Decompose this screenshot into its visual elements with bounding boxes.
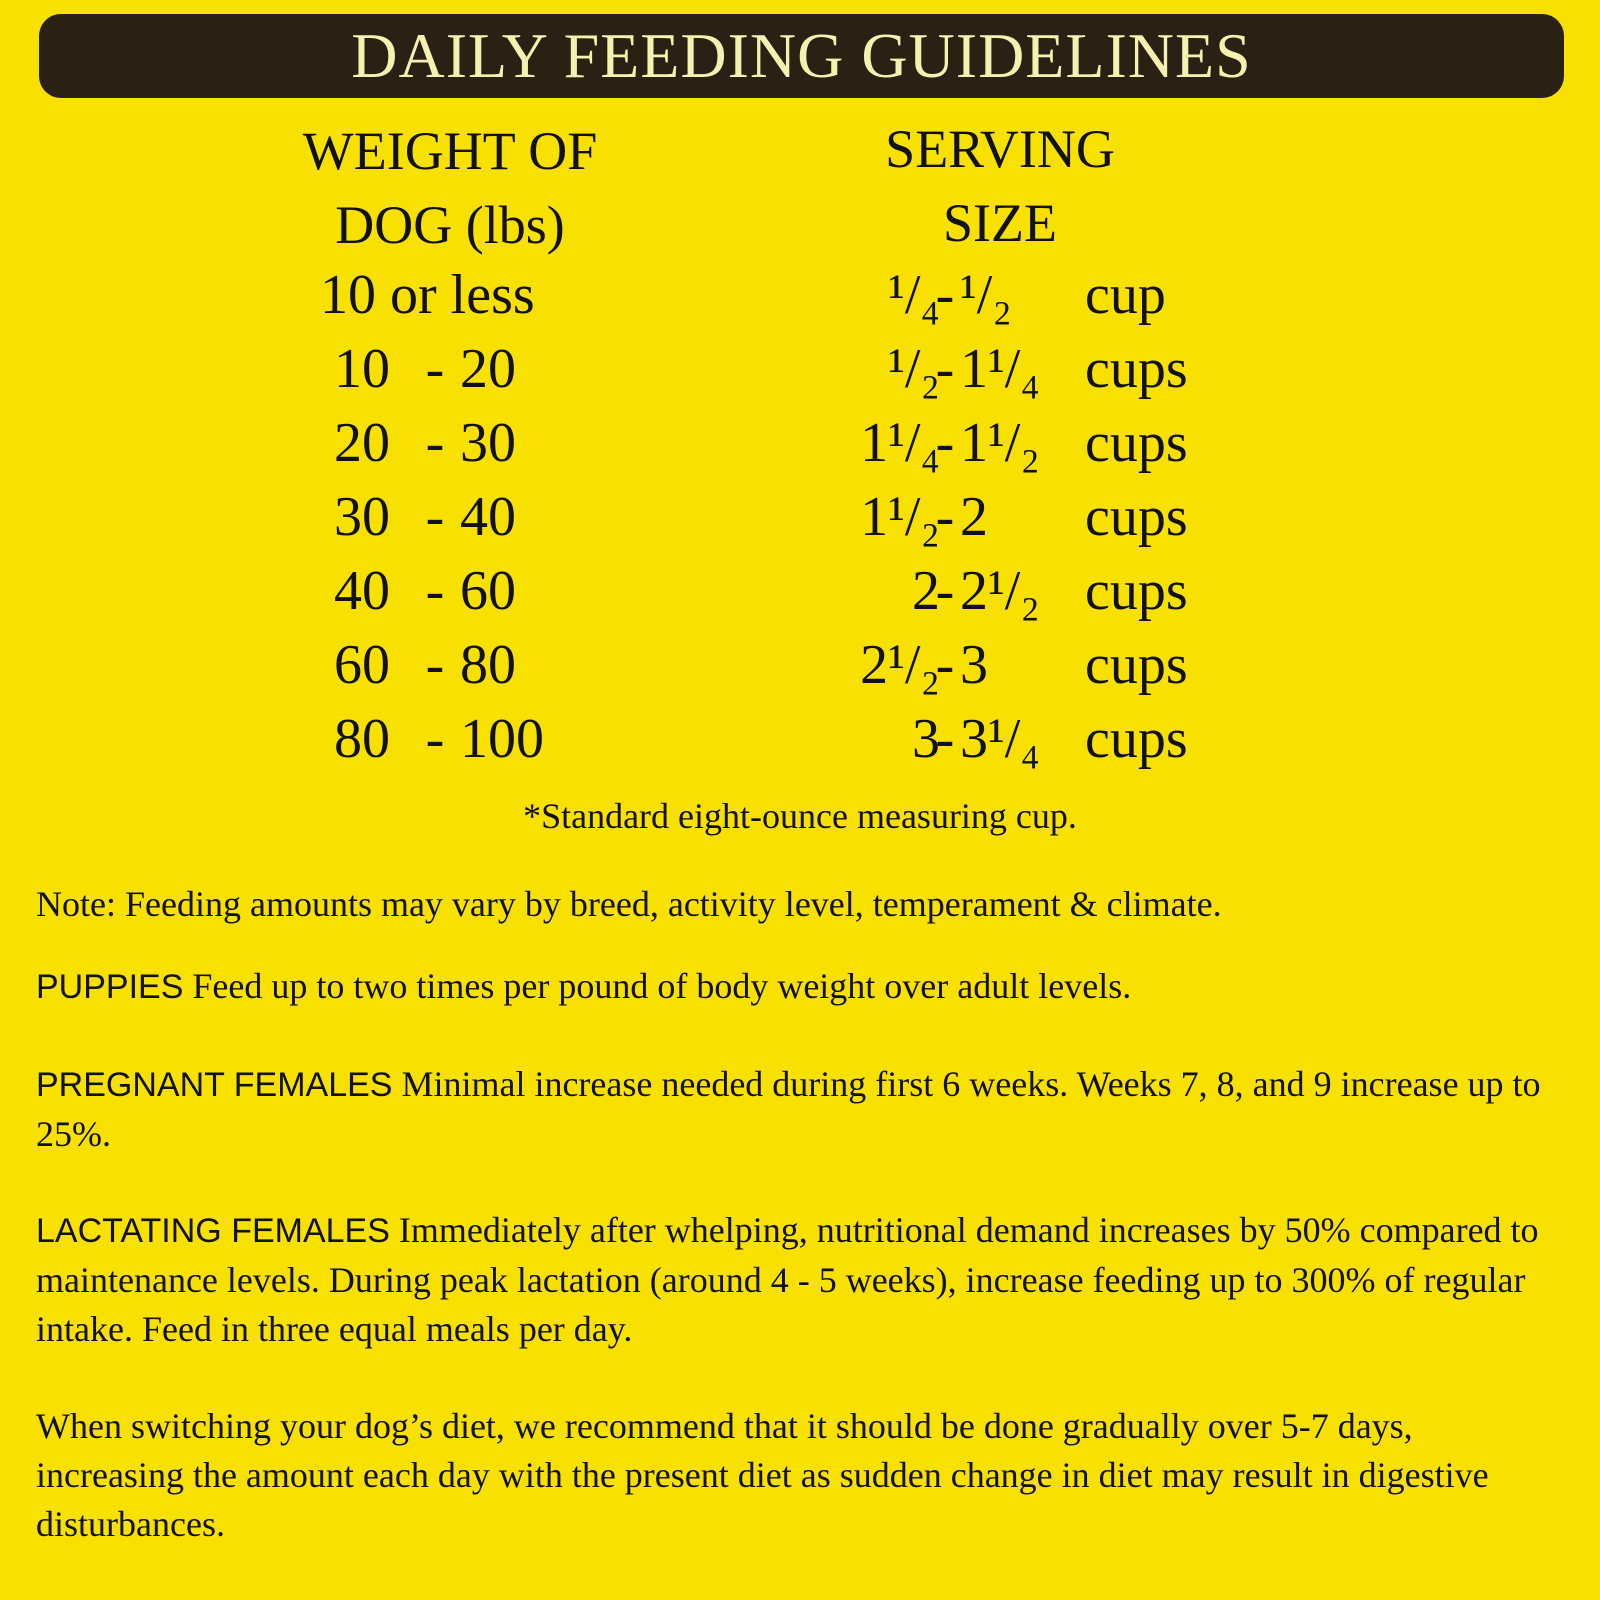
weight-dash: -: [425, 634, 445, 696]
serving-dash: -: [935, 486, 955, 548]
puppies-text: Feed up to two times per pound of body weight over adult levels.: [183, 966, 1132, 1006]
serving-header-line2: SIZE: [943, 193, 1057, 253]
table-row: [0, 554, 1600, 628]
serving-low: ¹/₄: [888, 264, 940, 326]
serving-unit: cups: [1085, 412, 1188, 474]
weight-low: 40: [334, 560, 390, 622]
table-row: [0, 332, 1600, 406]
serving-unit: cups: [1085, 708, 1188, 770]
serving-high: 3: [960, 634, 988, 696]
serving-unit: cups: [1085, 634, 1188, 696]
weight-high: 60: [460, 560, 516, 622]
serving-column-header: [830, 112, 1170, 260]
table-row: [0, 480, 1600, 554]
weight-high: 40: [460, 486, 516, 548]
pregnant-text: Minimal increase needed during first 6 weeks. Weeks 7, 8, and 9 increase up to 25%.: [36, 1064, 1541, 1154]
serving-header-line1: SERVING: [885, 119, 1115, 179]
serving-dash: -: [935, 634, 955, 696]
weight-low: 30: [334, 486, 390, 548]
weight-cell: 10 or less: [320, 264, 535, 326]
weight-low: 60: [334, 634, 390, 696]
serving-high: 1¹/₂: [960, 412, 1040, 474]
weight-low: 80: [334, 708, 390, 770]
table-row: [0, 628, 1600, 702]
serving-high: 1¹/₄: [960, 338, 1040, 400]
weight-high: 100: [460, 708, 544, 770]
weight-dash: -: [425, 412, 445, 474]
serving-high: ¹/₂: [960, 264, 1012, 326]
serving-unit: cup: [1085, 264, 1166, 326]
serving-unit: cups: [1085, 338, 1188, 400]
weight-header-line2: DOG (lbs): [335, 195, 565, 255]
pregnant-label: PREGNANT FEMALES: [36, 1066, 393, 1104]
serving-low: 2¹/₂: [860, 634, 940, 696]
serving-low: 1¹/₄: [860, 412, 940, 474]
weight-header-line1: WEIGHT OF: [302, 121, 598, 181]
pregnant-paragraph: [36, 1060, 1566, 1159]
weight-high: 30: [460, 412, 516, 474]
note-paragraph: Note: Feeding amounts may vary by breed, activity level, temperament & climate.: [36, 884, 1222, 924]
weight-high: 80: [460, 634, 516, 696]
serving-dash: -: [935, 708, 955, 770]
weight-low: 10: [334, 338, 390, 400]
puppies-paragraph: [36, 962, 1566, 1012]
table-row: [0, 702, 1600, 776]
weight-dash: -: [425, 486, 445, 548]
serving-low: ¹/₂: [888, 338, 940, 400]
weight-low: 20: [334, 412, 390, 474]
lactating-text: Immediately after whelping, nutritional demand increases by 50% compared to maintenance levels. During peak lactation (around 4 - 5 weeks), increase feeding up to 300% of regular intake. Feed in three equal meals per day.: [36, 1210, 1539, 1349]
title-bar: [39, 14, 1564, 98]
serving-dash: -: [935, 412, 955, 474]
serving-dash: -: [935, 264, 955, 326]
serving-unit: cups: [1085, 560, 1188, 622]
footnote: *Standard eight-ounce measuring cup.: [523, 796, 1077, 836]
lactating-paragraph: [36, 1206, 1566, 1354]
serving-low: 2: [912, 560, 940, 622]
lactating-label: LACTATING FEMALES: [36, 1212, 390, 1250]
serving-dash: -: [935, 560, 955, 622]
serving-low: 3: [912, 708, 940, 770]
table-row: [0, 406, 1600, 480]
serving-high: 3¹/₄: [960, 708, 1040, 770]
serving-high: 2: [960, 486, 988, 548]
serving-low: 1¹/₂: [860, 486, 940, 548]
table-row: [0, 258, 1600, 332]
weight-high: 20: [460, 338, 516, 400]
weight-dash: -: [425, 338, 445, 400]
serving-high: 2¹/₂: [960, 560, 1040, 622]
weight-dash: -: [425, 708, 445, 770]
serving-dash: -: [935, 338, 955, 400]
serving-unit: cups: [1085, 486, 1188, 548]
weight-dash: -: [425, 560, 445, 622]
switching-paragraph: When switching your dog’s diet, we recommend that it should be done gradually over 5-7 days, increasing the amount each day with the present diet as sudden change in diet may result in digestive disturbances.: [36, 1406, 1489, 1544]
page-title: DAILY FEEDING GUIDELINES: [351, 20, 1252, 91]
puppies-label: PUPPIES: [36, 968, 184, 1006]
weight-column-header: [280, 114, 620, 262]
